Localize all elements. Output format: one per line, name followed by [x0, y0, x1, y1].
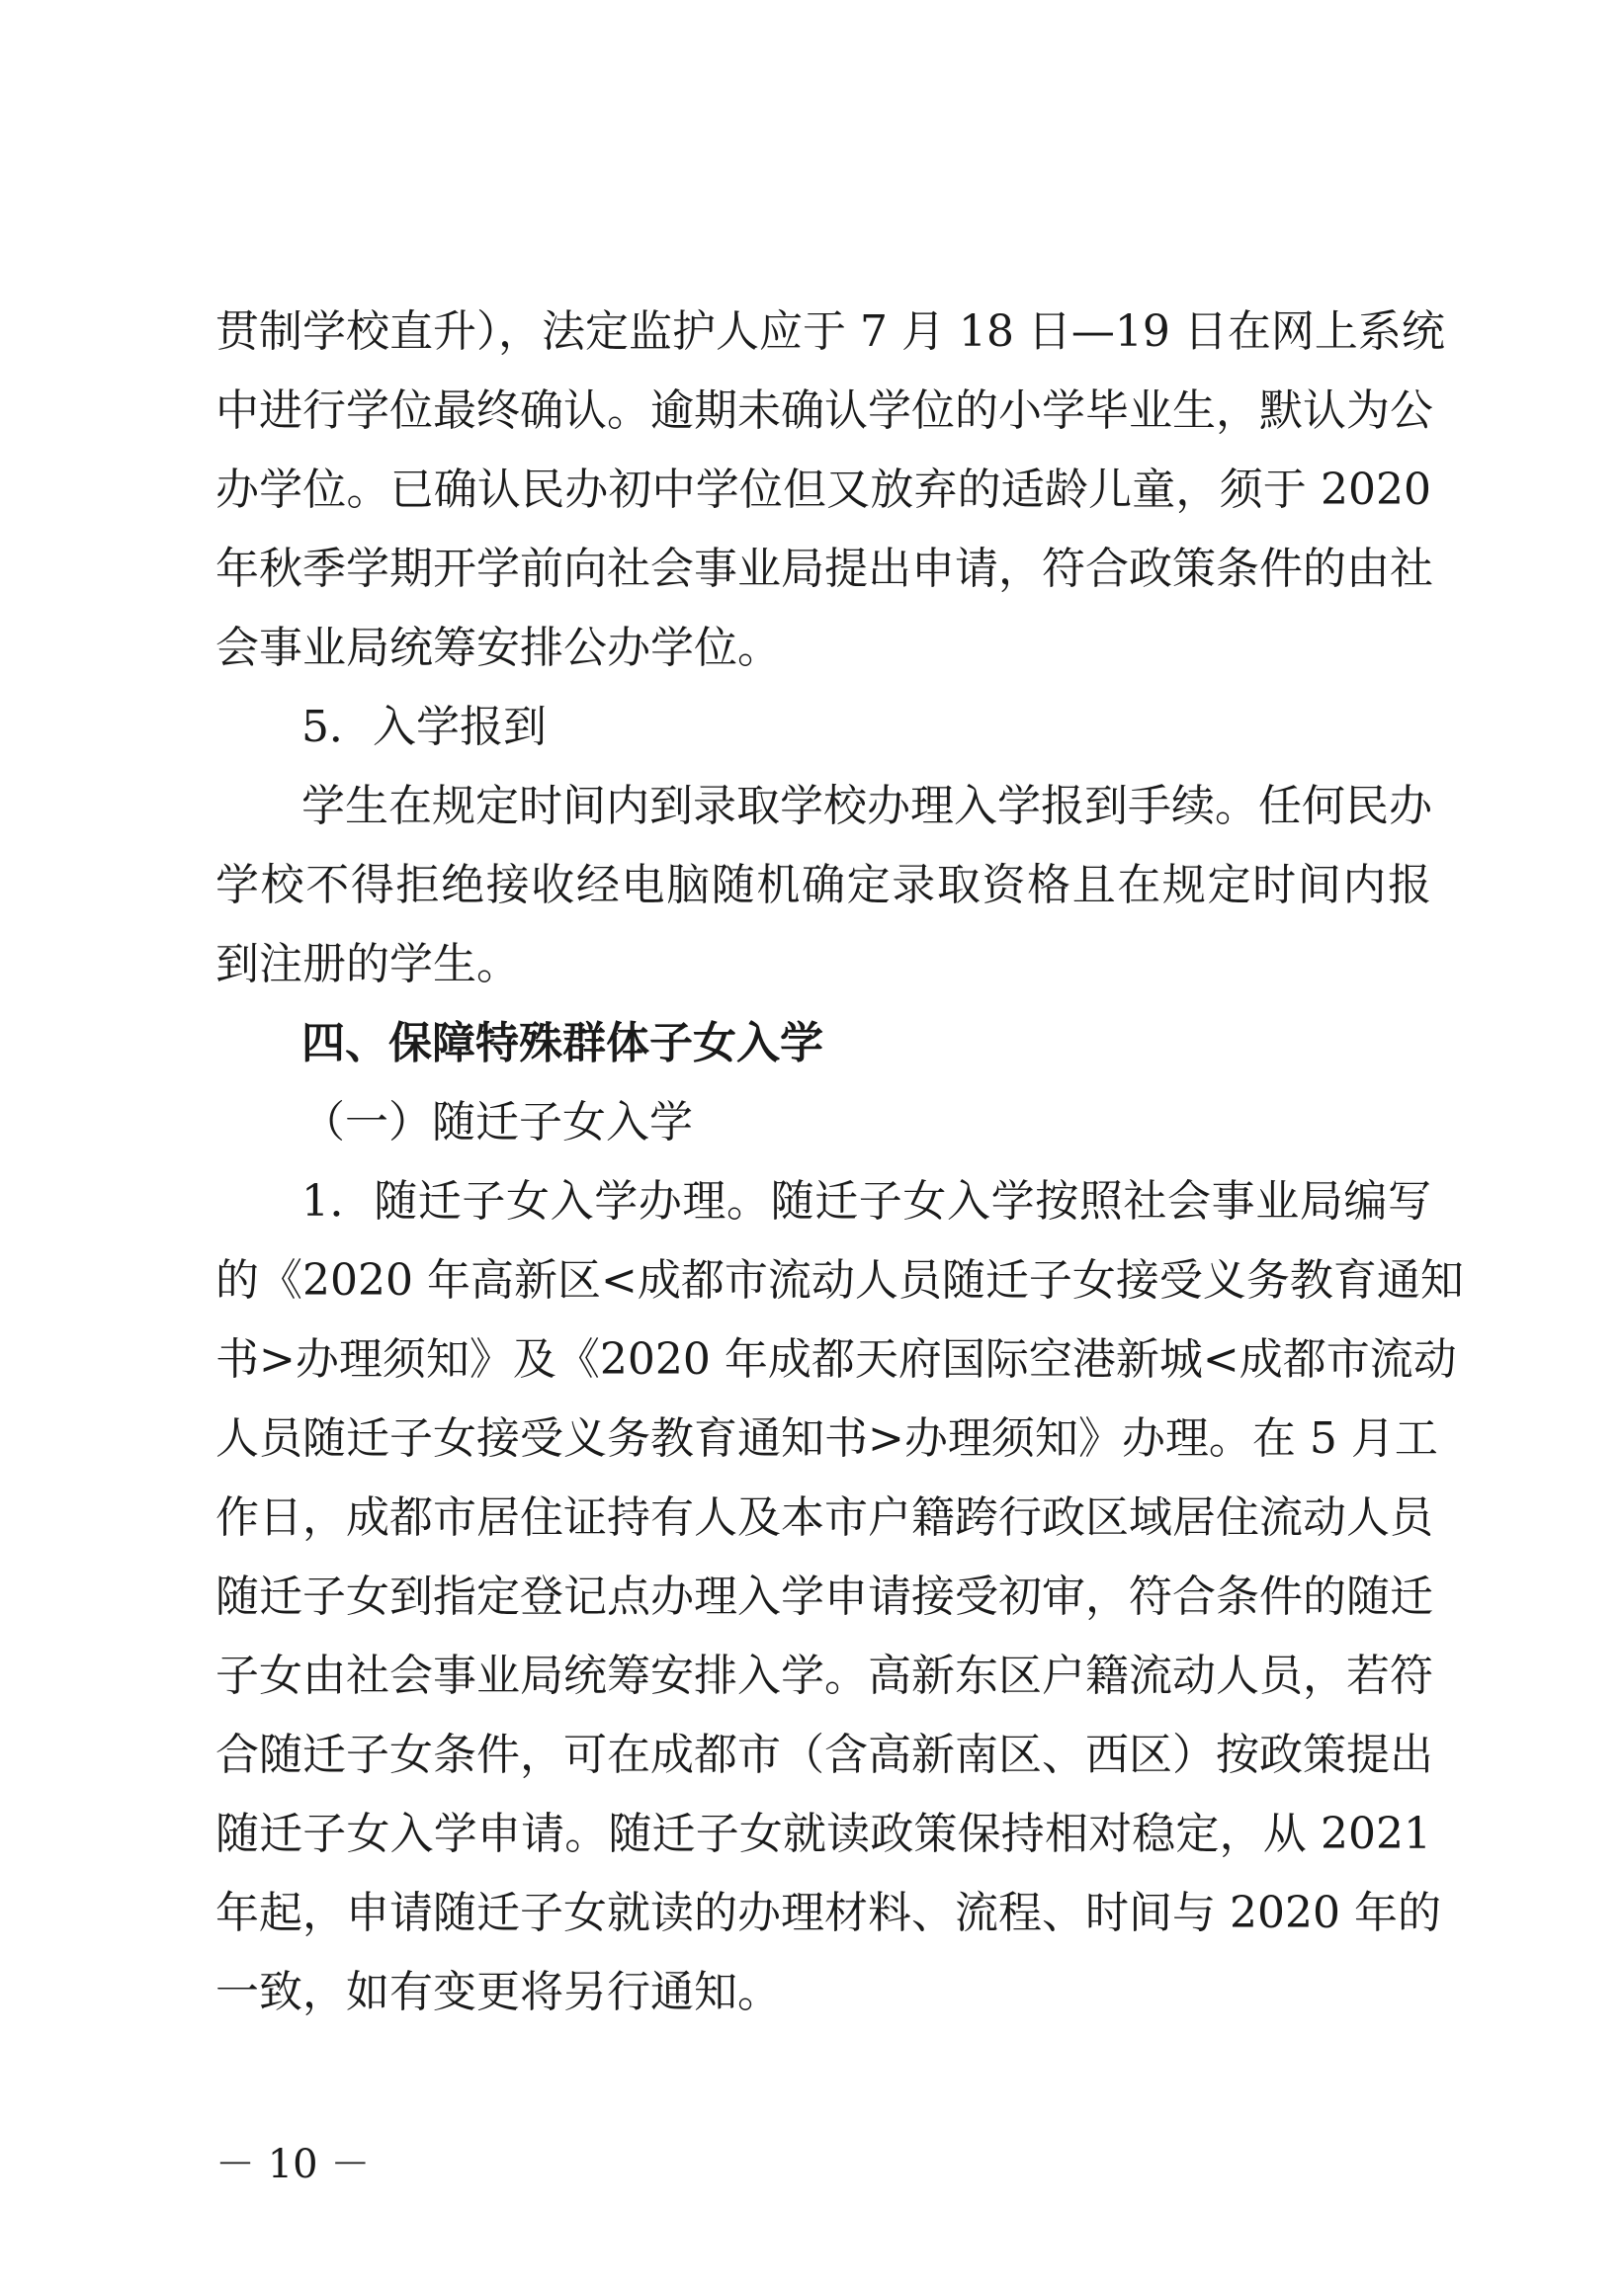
- body-text-line: 随迁子女入学申请。随迁子女就读政策保持相对稳定，从 2021: [215, 1809, 1431, 1859]
- body-text-line: 中进行学位最终确认。逾期未确认学位的小学毕业生，默认为公: [215, 385, 1433, 436]
- body-text-line: 合随迁子女条件，可在成都市（含高新南区、西区）按政策提出: [215, 1730, 1433, 1780]
- body-text-line: 人员随迁子女接受义务教育通知书>办理须知》办理。在 5 月工: [215, 1413, 1438, 1464]
- body-text-line: 随迁子女到指定登记点办理入学申请接受初审，符合条件的随迁: [215, 1572, 1433, 1622]
- body-text-line: 会事业局统筹安排公办学位。: [215, 623, 781, 673]
- body-text-line: 的《2020 年高新区<成都市流动人员随迁子女接受义务教育通知: [215, 1255, 1464, 1306]
- body-text-line: 年秋季学期开学前向社会事业局提出申请，符合政策条件的由社: [215, 544, 1433, 594]
- body-text-line: 1．随迁子女入学办理。随迁子女入学按照社会事业局编写: [301, 1176, 1431, 1227]
- body-text-line: 书>办理须知》及《2020 年成都天府国际空港新城<成都市流动: [215, 1334, 1457, 1385]
- body-text-line: 子女由社会事业局统筹安排入学。高新东区户籍流动人员，若符: [215, 1651, 1433, 1701]
- page-number: － 10 －: [215, 2142, 371, 2187]
- body-text-line: 贯制学校直升），法定监护人应于 7 月 18 日—19 日在网上系统: [215, 306, 1445, 357]
- body-text-line: 办学位。已确认民办初中学位但又放弃的适龄儿童，须于 2020: [215, 465, 1431, 515]
- subsection-heading: （一）随迁子女入学: [301, 1097, 693, 1148]
- body-text-line: 到注册的学生。: [215, 939, 520, 989]
- section-heading: 四、保障特殊群体子女入学: [301, 1018, 823, 1068]
- body-text-line: 一致，如有变更将另行通知。: [215, 1967, 781, 2017]
- body-text-line: 学生在规定时间内到录取学校办理入学报到手续。任何民办: [301, 781, 1432, 831]
- body-text-line: 学校不得拒绝接收经电脑随机确定录取资格且在规定时间内报: [215, 860, 1431, 910]
- body-text-line: 作日，成都市居住证持有人及本市户籍跨行政区域居住流动人员: [215, 1492, 1433, 1543]
- item-5-title: 5．入学报到: [301, 702, 547, 752]
- body-text-line: 年起，申请随迁子女就读的办理材料、流程、时间与 2020 年的: [215, 1888, 1441, 1938]
